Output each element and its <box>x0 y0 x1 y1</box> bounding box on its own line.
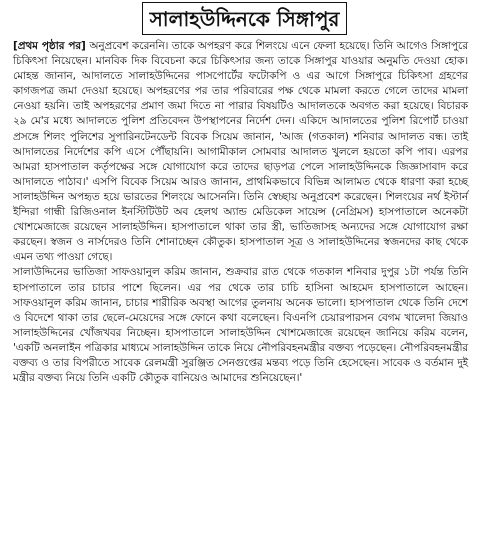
article-paragraph <box>13 39 468 265</box>
article-paragraph <box>13 265 468 386</box>
paragraph-text: অনুপ্রবেশ করেননি। তাকে অপহরণ করে শিলংয়ে এনে ফেলা হয়েছে। তিনি আগেও সিঙ্গাপুরে চিকিৎসা নিয়েছেন। মানবিক দিক বিবেচনা করে চিকিৎসার জন্য তাকে সিঙ্গাপুর যাওয়ার অনুমতি দেওয়া হোক। মোহন্ত জানান, আদালতে সালাহউদ্দিনের পাসপোর্টের ফটোকপি ও এর আগে সিঙ্গাপুরে চিকিৎসা গ্রহণের কাগজপত্র জমা দেওয়া হয়েছে। অপহরণের পর তার পরিবারের পক্ষ থেকে মামলা করতে গেলে তাদের মামলা নেওয়া হয়নি। তাই অপহরণের প্রমাণ জমা দিতে না পারার বিষয়টিও আদালতকে অবগত করা হয়েছে। বিচারক ২৯ মে'র মধ্যে আদালতে পুলিশ প্রতিবেদন উপস্থাপনের নির্দেশ দেন। একিদে আদালতের পুলিশ রিপোর্ট চাওয়া প্রসঙ্গে শিলং পুলিশের সুপারিনটেনডেন্ট বিবেক সিয়েম জানান, 'আজ (গতকাল) শনিবার আদালত বন্ধ। তাই আদালতের নির্দেশের কপি এসে পৌঁছায়নি। আগামীকাল সোমবার আদালত খুললে হয়তো কপি পাব। এরপর আমরা হাসপাতাল কর্তৃপক্ষের সঙ্গে যোগাযোগ করে তাদের ছাড়পত্র পেলে সালাহউদ্দিনকে জিজ্ঞাসাবাদ করে আদালতে পাঠাব।' এসপি বিবেক সিয়েম আরও জানান, প্রাথমিকভাবে বিভিন্ন আলামত থেকে ধারণা করা হচ্ছে সালাহউদ্দিন অপহৃত হয়ে ভারতের শিলংয়ে আসেননি। তিনি স্বেচ্ছায় অনুপ্রবেশ করেছেন। শিলংয়ের নর্থ ইস্টার্ন ইন্দিরা গান্ধী রিজিওনাল ইনস্টিটিউট অব হেলথ অ্যান্ড মেডিকেল সায়েন্স (নেগ্রিমস) হাসপাতালে অনেকটা খোশমেজাজে রয়েছেন সালাহউদ্দিন। হাসপাতালে থাকা তার স্ত্রী, ভাতিজাসহ অন্যদের সঙ্গে যোগাযোগ রক্ষা করছেন। স্বজন ও নার্সদেরও তিনি শোনাচ্ছেন কৌতুক। হাসপাতাল সূত্র ও সালাহউদ্দিনের স্বজনদের কাছ থেকে এমন তথ্য পাওয়া গেছে। <box>13 40 468 264</box>
headline-box <box>142 2 347 35</box>
headline: সালাহউদ্দিনকে সিঙ্গাপুর <box>149 6 340 31</box>
article-body <box>13 39 468 386</box>
paragraph-text: সালাউদ্দিনের ভাতিজা সাফওয়ানুল করিম জানান, শুক্রবার রাত থেকে গতকাল শনিবার দুপুর ১টা পর্যন্ত তিনি হাসপাতালে তার চাচার পাশে ছিলেন। এর পর থেকে তার চাচি হাসিনা আহমেদ হাসপাতালে আছেন। সাফওয়ানুল করিম জানান, চাচার শারীরিক অবস্থা আগের তুলনায় অনেক ভালো। হাসপাতাল থেকে তিনি দেশে ও বিদেশে থাকা তার ছেলে-মেয়েদের সঙ্গে ফোনে কথা বলেছেন। বিএনপি চেয়ারপারসন বেগম খালেদা জিয়াও সালাহউদ্দিনের খোঁজখবর নিচ্ছেন। হাসপাতালে সালাহউদ্দিন খোশমেজাজে রয়েছেন জানিয়ে করিম বলেন, 'একটি অনলাইন পত্রিকার মাধ্যমে সালাহউদ্দিন তাকে নিয়ে নৌপরিবহনমন্ত্রীর বক্তব্য পড়েছেন। নৌপরিবহনমন্ত্রীর বক্তব্য ও তার বিপরীতে সাবেক রেলমন্ত্রী সুরঞ্জিত সেনগুপ্তের মন্তব্য পড়ে তিনি হেসেছেন। সাবেক ও বর্তমান দুই মন্ত্রীর বক্তব্য নিয়ে তিনি একটি কৌতুক বানিয়েও আমাদের শুনিয়েছেন।' <box>13 266 468 385</box>
continued-tag: [প্রথম পৃষ্ঠার পর] <box>13 40 86 52</box>
